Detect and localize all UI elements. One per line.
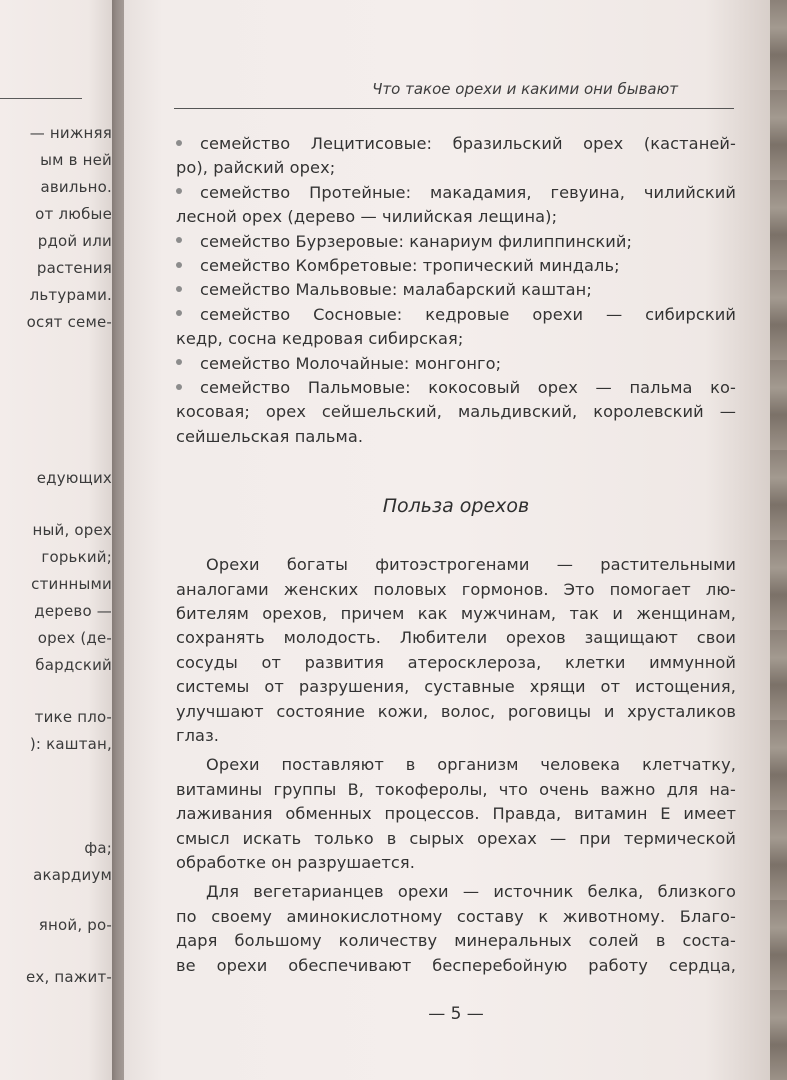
paragraph-line: ве орехи обеспечивают бесперебойную работу сердца,	[176, 955, 736, 975]
paragraph-line: даря большому количеству минеральных солей в соста-	[176, 931, 736, 951]
left-page-line: авильно.	[40, 178, 112, 196]
bullet-text: семейство Мальвовые: малабарский каштан;	[200, 280, 592, 300]
left-page-line: орех (де-	[37, 629, 112, 647]
paragraph-line: аналогами женских половых гормонов. Это помогает лю-	[176, 579, 736, 599]
left-page-line: ): каштан,	[29, 735, 112, 753]
left-page	[0, 0, 126, 1080]
section-heading: Польза орехов	[382, 495, 530, 518]
left-page-line: ный, орех	[32, 521, 112, 539]
left-page-line: акардиум	[33, 866, 112, 884]
bullet-text: семейство Молочайные: монгонго;	[200, 353, 502, 373]
left-page-line: рдой или	[37, 232, 112, 250]
paragraph-line: системы от разрушения, суставные хрящи от истощения,	[176, 677, 736, 697]
left-page-header-rule	[0, 98, 82, 99]
left-page-line: осят семе-	[26, 313, 112, 331]
bullet-item-continuation: сейшельская пальма.	[176, 426, 364, 446]
bullet-item	[176, 352, 736, 376]
bullet-text: семейство Комбретовые: тропический миндаль;	[200, 256, 620, 275]
bullet-item	[176, 278, 736, 302]
left-page-line: дерево —	[34, 602, 112, 620]
paragraph-line: Орехи поставляют в организм человека клетчатку,	[206, 755, 736, 775]
bullet-text: семейство Сосновые: кедровые орехи — сибирский	[200, 304, 736, 324]
left-page-line: от любые	[35, 205, 112, 223]
left-page-line: едующих	[36, 469, 112, 487]
bullet-item	[176, 376, 736, 400]
left-page-line: ех, пажит-	[25, 968, 112, 986]
left-page-line: ым в ней	[40, 151, 112, 169]
bullet-icon	[176, 359, 182, 365]
left-page-line: льтурами.	[29, 286, 112, 304]
paragraph-line: улучшают состояние кожи, волос, роговицы и хрусталиков	[176, 701, 736, 721]
paragraph-line: лаживания обменных процессов. Правда, витамин Е имеет	[176, 804, 736, 824]
left-page-line: бардский	[35, 656, 112, 674]
bullet-item	[176, 254, 736, 278]
paragraph-line: обработке он разрушается.	[176, 853, 415, 872]
paragraph-line: сохранять молодость. Любители орехов защищают свои	[176, 628, 736, 648]
bullet-item-continuation: кедр, сосна кедровая сибирская;	[176, 329, 464, 349]
page-number: — 5 —	[428, 1004, 484, 1024]
paragraph-line: по своему аминокислотному составу к животному. Благо-	[176, 906, 736, 926]
left-page-line: стинными	[31, 575, 112, 593]
bullet-icon	[176, 286, 182, 292]
bullet-icon	[176, 384, 182, 390]
bullet-item-continuation: косовая; орех сейшельский, мальдивский, королевский —	[176, 402, 736, 422]
bullet-item	[176, 132, 736, 156]
running-head: Что такое орехи и какими они бывают	[372, 80, 678, 98]
left-page-line: — нижняя	[29, 124, 112, 142]
left-page-line: яной, ро-	[38, 916, 112, 934]
bullet-text: семейство Бурзеровые: канариум филиппинский;	[200, 231, 633, 251]
bullet-text: семейство Протейные: макадамия, гевуина, чилийский	[200, 182, 736, 202]
bullet-icon	[176, 310, 182, 316]
left-page-line: горький;	[41, 548, 112, 566]
bullet-icon	[176, 262, 182, 268]
running-head-rule	[174, 108, 734, 109]
paragraph-line: глаз.	[176, 726, 220, 745]
paragraph-line: Орехи богаты фитоэстрогенами — растительными	[206, 555, 736, 575]
bullet-item	[176, 230, 736, 254]
bullet-icon	[176, 188, 182, 194]
right-page	[124, 0, 770, 1080]
paragraph-line: Для вегетарианцев орехи — источник белка, близкого	[206, 882, 736, 902]
bullet-icon	[176, 140, 182, 146]
left-page-line: фа;	[84, 839, 112, 857]
bullet-text: семейство Пальмовые: кокосовый орех — пальма ко-	[200, 378, 736, 397]
bullet-text: семейство Лецитисовые: бразильский орех (кастаней-	[200, 134, 736, 153]
bullet-item-continuation: лесной орех (дерево — чилийская лещина);	[176, 207, 558, 227]
left-page-line: тике пло-	[34, 708, 112, 726]
paragraph-line: бителям орехов, причем как мужчинам, так и женщинам,	[176, 604, 736, 623]
bullet-icon	[176, 237, 182, 243]
bullet-item-continuation: ро), райский орех;	[176, 158, 336, 178]
bullet-item	[176, 303, 736, 327]
bullet-item	[176, 181, 736, 205]
paragraph-line: смысл искать только в сырых орехах — при термической	[176, 828, 736, 848]
paragraph-line: сосуды от развития атеросклероза, клетки иммунной	[176, 652, 736, 672]
paragraph-line: витамины группы В, токоферолы, что очень важно для на-	[176, 779, 736, 799]
left-page-line: растения	[36, 259, 112, 277]
